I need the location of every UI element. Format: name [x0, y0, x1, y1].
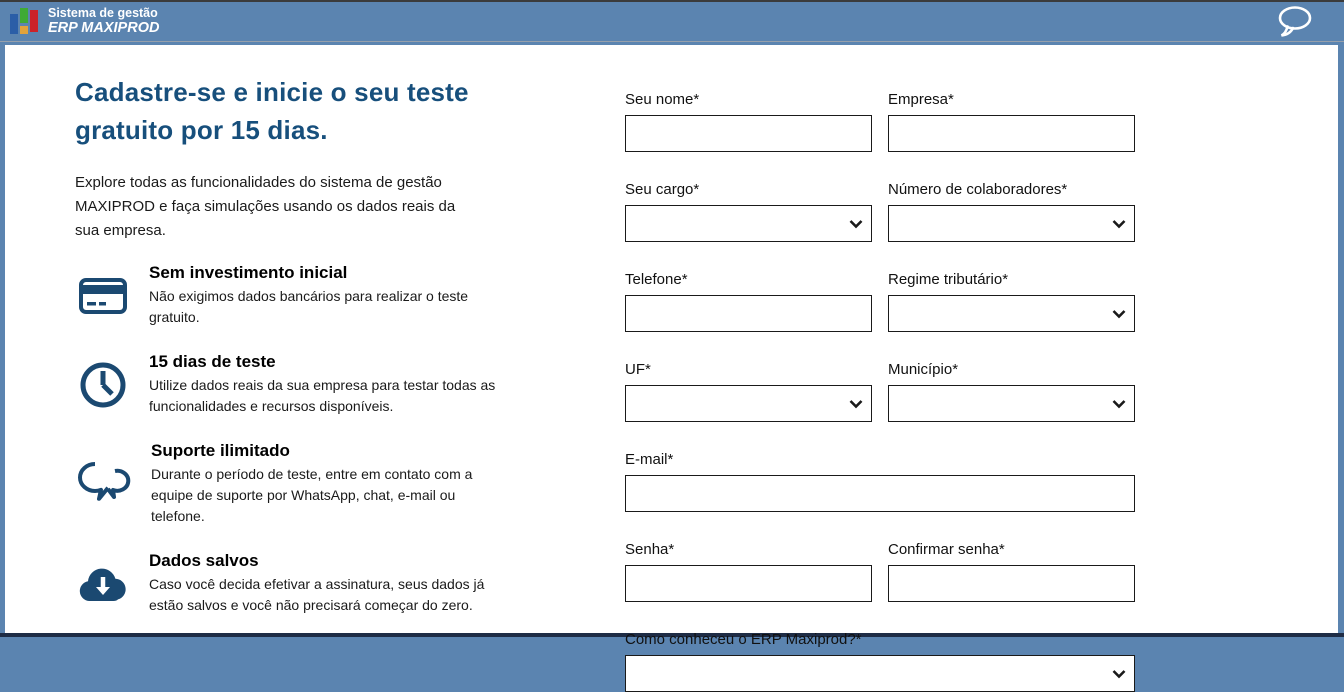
email-input[interactable] — [625, 475, 1135, 512]
maxiprod-logo-icon — [10, 7, 40, 35]
logo-brand: ERP MAXIPROD — [48, 20, 160, 37]
regime-tributario-select[interactable] — [888, 295, 1135, 332]
marketing-column — [5, 45, 555, 633]
field-numero-colaboradores — [888, 181, 1135, 242]
field-empresa — [888, 91, 1135, 152]
feature-text: Utilize dados reais da sua empresa para testar todas as funcionalidades e recursos disponíveis. — [149, 377, 496, 414]
como-conheceu-select[interactable] — [625, 655, 1135, 692]
field-uf — [625, 361, 872, 422]
chat-bubbles-icon — [75, 459, 133, 509]
cloud-download-icon — [75, 562, 131, 606]
telefone-label: Telefone* — [625, 271, 688, 288]
field-regime-tributario — [888, 271, 1135, 332]
signup-form-column — [625, 45, 1137, 648]
seu-nome-input[interactable] — [625, 115, 872, 152]
confirmar-senha-input[interactable] — [888, 565, 1135, 602]
telefone-input[interactable] — [625, 295, 872, 332]
feature-title: 15 dias de teste — [149, 352, 276, 371]
feature-15-dias — [75, 352, 555, 417]
seu-nome-label: Seu nome* — [625, 91, 700, 108]
senha-label: Senha* — [625, 541, 675, 558]
seu-cargo-label: Seu cargo* — [625, 181, 700, 198]
numero-colaboradores-select[interactable] — [888, 205, 1135, 242]
regime-tributario-label: Regime tributário* — [888, 271, 1009, 288]
numero-colaboradores-label: Número de colaboradores* — [888, 181, 1068, 198]
feature-title: Suporte ilimitado — [151, 441, 290, 460]
seu-cargo-select[interactable] — [625, 205, 872, 242]
feature-sem-investimento — [75, 263, 555, 328]
uf-label: UF* — [625, 361, 651, 378]
field-confirmar-senha — [888, 541, 1135, 602]
feature-text: Caso você decida efetivar a assinatura, seus dados já estão salvos e você não precisará começar do zero. — [149, 576, 485, 613]
field-como-conheceu — [625, 631, 1135, 692]
field-seu-nome — [625, 91, 872, 152]
clock-icon — [75, 359, 131, 411]
field-senha — [625, 541, 872, 602]
feature-title: Dados salvos — [149, 551, 259, 570]
empresa-input[interactable] — [888, 115, 1135, 152]
uf-select[interactable] — [625, 385, 872, 422]
confirmar-senha-label: Confirmar senha* — [888, 541, 1005, 558]
senha-input[interactable] — [625, 565, 872, 602]
maxiprod-logo[interactable] — [10, 6, 159, 37]
field-seu-cargo — [625, 181, 872, 242]
feature-text: Durante o período de teste, entre em contato com a equipe de suporte por WhatsApp, chat, e-mail ou telefone. — [151, 466, 473, 524]
chat-bubble-icon[interactable] — [1274, 5, 1316, 39]
feature-list — [75, 263, 555, 616]
email-label: E-mail* — [625, 451, 674, 468]
feature-title: Sem investimento inicial — [149, 263, 348, 282]
municipio-select[interactable] — [888, 385, 1135, 422]
logo-tagline: Sistema de gestão — [48, 5, 158, 20]
empresa-label: Empresa* — [888, 91, 954, 108]
municipio-label: Município* — [888, 361, 959, 378]
app-header — [0, 2, 1344, 42]
feature-suporte — [75, 441, 555, 527]
page-title: Cadastre-se e inicie o seu teste gratuito por 15 dias. — [75, 77, 469, 145]
field-email — [625, 451, 1135, 512]
signup-form — [625, 91, 1137, 692]
feature-text: Não exigimos dados bancários para realizar o teste gratuito. — [149, 288, 469, 325]
page-subtitle: Explore todas as funcionalidades do sistema de gestão MAXIPROD e faça simulações usando os dados reais da sua empresa. — [75, 174, 456, 239]
content-panel — [5, 45, 1338, 648]
como-conheceu-label: Como conheceu o ERP Maxiprod?* — [625, 631, 862, 648]
credit-card-icon — [75, 275, 131, 317]
field-telefone — [625, 271, 872, 332]
feature-dados-salvos — [75, 551, 555, 616]
field-municipio — [888, 361, 1135, 422]
